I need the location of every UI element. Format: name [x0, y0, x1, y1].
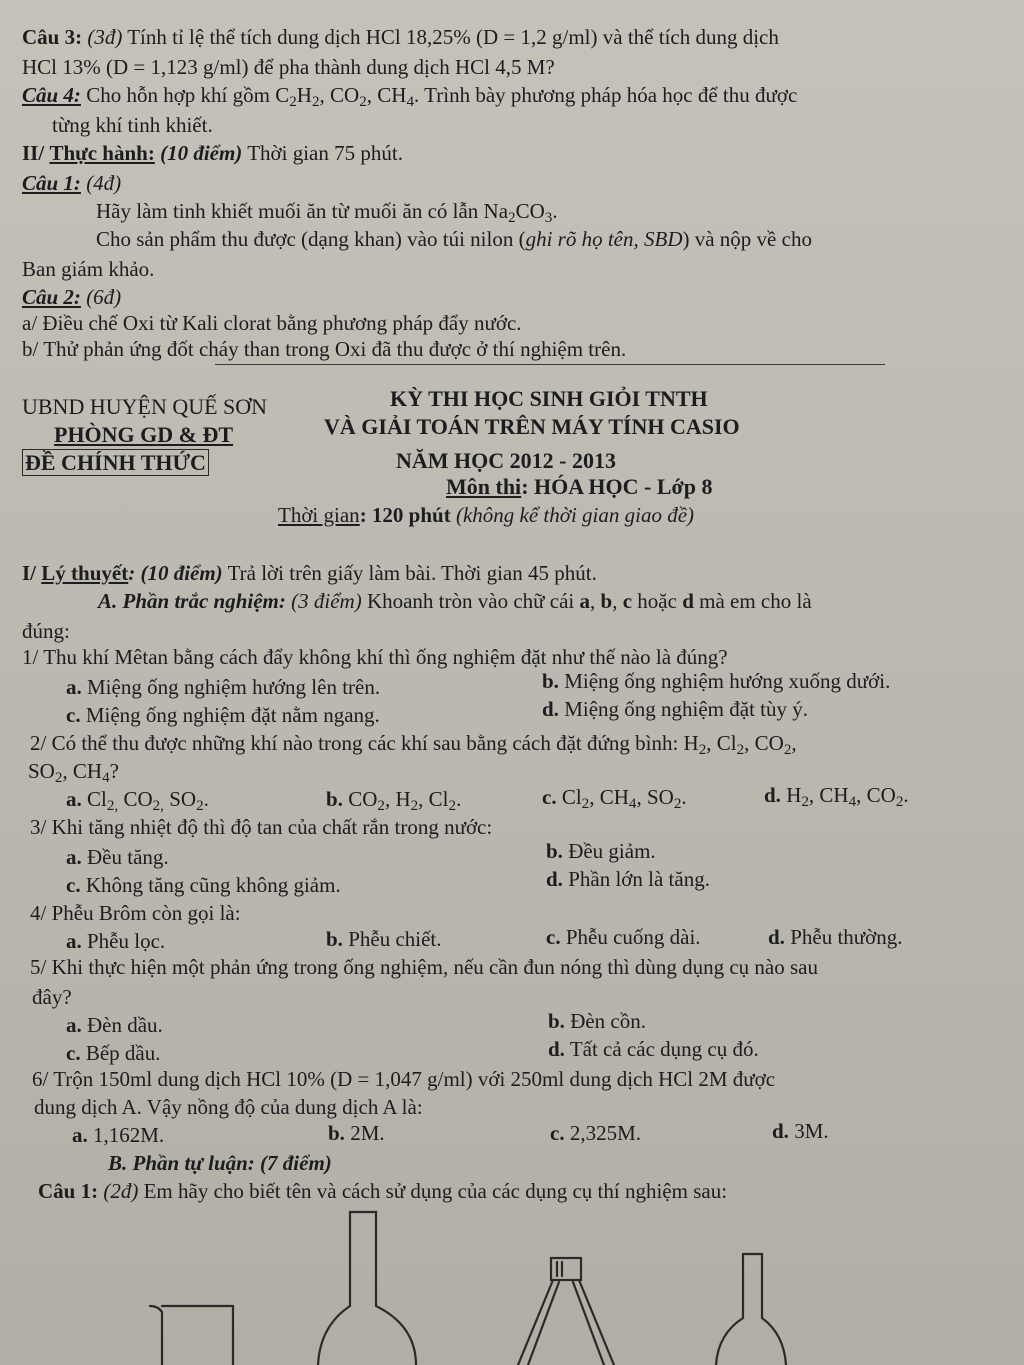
round-bottom-flask-icon: [318, 1212, 416, 1365]
top-question-3: Câu 3: (3đ) Tính tỉ lệ thể tích dung dịch HCl 18,25% (D = 1,2 g/ml) và thể tích dung dịch: [22, 25, 779, 49]
beaker-icon: [150, 1306, 233, 1365]
practice-q1-heading: Câu 1: (4đ): [22, 171, 122, 195]
exam-title-1: KỲ THI HỌC SINH GIỎI TNTH: [390, 386, 708, 411]
q2-option-d: d. $H_2$, $CH_4$, $CO_2$.: [764, 783, 909, 810]
part-b-question-1: Câu 1: (2đ) Em hãy cho biết tên và cách sử dụng của các dụng cụ thí nghiệm sau:: [38, 1179, 728, 1203]
official-stamp: ĐỀ CHÍNH THỨC: [22, 449, 209, 476]
question-3: 3/ Khi tăng nhiệt độ thì độ tan của chất rắn trong nước:: [30, 815, 493, 839]
q5-option-d: d. Tất cả các dụng cụ đó.: [548, 1037, 759, 1061]
q1-option-d: d. Miệng ống nghiệm đặt tùy ý.: [542, 697, 808, 721]
part-a-heading: A. Phần trắc nghiệm: (3 điểm) Khoanh tròn vào chữ cái a, b, c hoặc d mà em cho là: [98, 589, 812, 613]
q3-option-b: b. Đều giảm.: [546, 839, 656, 863]
top-question-4: Câu 4: Cho hỗn hợp khí gồm $C_2H_2$, $CO_2$, $CH_4$. Trình bày phương pháp hóa học để thu được: [22, 83, 798, 110]
question-1: 1/ Thu khí Mêtan bằng cách đẩy không khí thì ống nghiệm đặt như thế nào là đúng?: [22, 645, 728, 669]
practice-heading: II/ Thực hành: (10 điểm) Thời gian 75 phút.: [22, 141, 403, 165]
header-dept: PHÒNG GD & ĐT: [54, 422, 234, 447]
practice-q1-line1: Hãy làm tinh khiết muối ăn từ muối ăn có lẫn $Na_2CO_3$.: [96, 199, 558, 226]
question-6-line2: dung dịch A. Vậy nồng độ của dung dịch A là:: [34, 1095, 423, 1119]
q3-option-c: c. Không tăng cũng không giảm.: [66, 873, 341, 897]
school-year: NĂM HỌC 2012 - 2013: [396, 448, 616, 473]
q4-option-c: c. Phễu cuống dài.: [546, 925, 701, 949]
q6-option-a: a. 1,162M.: [72, 1123, 165, 1147]
practice-q2-heading: Câu 2: (6đ): [22, 285, 122, 309]
part-a-heading-cont: đúng:: [22, 619, 70, 643]
practice-q2-b: b/ Thử phản ứng đốt cháy than trong Oxi đã thu được ở thí nghiệm trên.: [22, 337, 627, 361]
subject-line: Môn thi: HÓA HỌC - Lớp 8: [446, 474, 713, 499]
practice-q1-line2: Cho sản phẩm thu được (dạng khan) vào túi nilon (ghi rõ họ tên, SBD) và nộp về cho: [96, 227, 812, 251]
question-2: 2/ Có thể thu được những khí nào trong các khí sau bằng cách đặt đứng bình: $H_2$, $Cl_2$, $CO_2$,: [30, 731, 797, 758]
q4-option-b: b. Phễu chiết.: [326, 927, 442, 951]
q5-option-b: b. Đèn cồn.: [548, 1009, 646, 1033]
q6-option-c: c. 2,325M.: [550, 1121, 642, 1145]
question-5: 5/ Khi thực hiện một phản ứng trong ống nghiệm, nếu cần đun nóng thì dùng dụng cụ nào sau: [30, 955, 818, 979]
q3-option-a: a. Đều tăng.: [66, 845, 169, 869]
q2-option-a: a. $Cl_{2,}$ $CO_{2,}$ $SO_2$.: [66, 787, 209, 814]
part-b-heading: B. Phần tự luận: (7 điểm): [108, 1151, 332, 1175]
round-flask-icon: [716, 1254, 786, 1365]
q4-option-a: a. Phễu lọc.: [66, 929, 166, 953]
top-question-3-line2: HCl 13% (D = 1,123 g/ml) để pha thành dung dịch HCl 4,5 M?: [22, 55, 555, 79]
question-4: 4/ Phễu Brôm còn gọi là:: [30, 901, 241, 925]
q5-option-a: a. Đèn dầu.: [66, 1013, 163, 1037]
q1-option-a: a. Miệng ống nghiệm hướng lên trên.: [66, 675, 381, 699]
practice-q2-a: a/ Điều chế Oxi từ Kali clorat bằng phương pháp đẩy nước.: [22, 311, 522, 335]
question-5-line2: đây?: [32, 985, 72, 1009]
q2-option-c: c. $Cl_2$, $CH_4$, $SO_2$.: [542, 785, 687, 812]
q6-option-b: b. 2M.: [328, 1121, 385, 1145]
q1-option-c: c. Miệng ống nghiệm đặt nằm ngang.: [66, 703, 380, 727]
q3-option-d: d. Phần lớn là tăng.: [546, 867, 710, 891]
question-6: 6/ Trộn 150ml dung dịch HCl 10% (D = 1,047 g/ml) với 250ml dung dịch HCl 2M được: [32, 1067, 776, 1091]
q1-option-b: b. Miệng ống nghiệm hướng xuống dưới.: [542, 669, 891, 693]
header-org: UBND HUYỆN QUẾ SƠN: [22, 394, 268, 419]
time-line: Thời gian: 120 phút (không kể thời gian giao đề): [278, 503, 695, 527]
top-question-4-line2: từng khí tinh khiết.: [52, 113, 213, 137]
exam-title-2: VÀ GIẢI TOÁN TRÊN MÁY TÍNH CASIO: [324, 414, 740, 439]
erlenmeyer-flask-icon: [518, 1258, 614, 1365]
q2-option-b: b. $CO_2$, $H_2$, $Cl_2$.: [326, 787, 462, 814]
practice-q1-line3: Ban giám khảo.: [22, 257, 155, 281]
q5-option-c: c. Bếp dầu.: [66, 1041, 161, 1065]
question-2-line2: $SO_2$, $CH_4$?: [28, 759, 119, 786]
q6-option-d: d. 3M.: [772, 1119, 829, 1143]
q4-option-d: d. Phễu thường.: [768, 925, 903, 949]
theory-heading: I/ Lý thuyết: (10 điểm) Trả lời trên giấy làm bài. Thời gian 45 phút.: [22, 561, 597, 585]
